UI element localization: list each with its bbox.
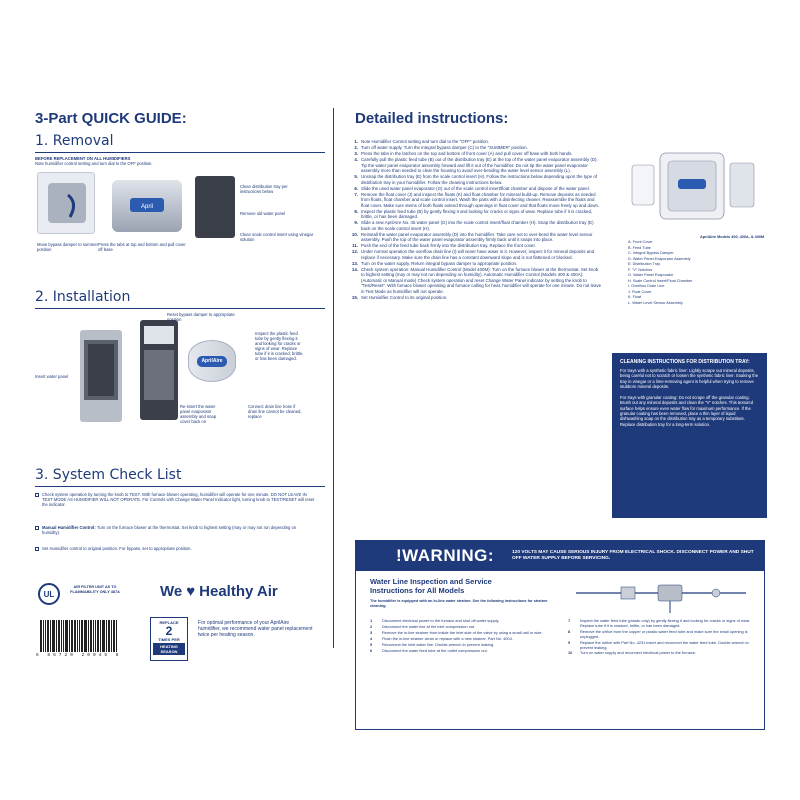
callout-clean-tray: Clean distribution tray per instructions below: [240, 184, 288, 194]
water-line-step-number: 3: [370, 629, 373, 635]
step-text: Turn on the water supply. Return integral bypass damper to appropriate position.: [361, 260, 518, 266]
part-legend-item: K. Float: [628, 295, 642, 299]
ul-text: AIR FILTER UNIT AS TO FLAMMABILITY ONLY 487A: [70, 585, 120, 594]
step-number: 10.: [351, 231, 358, 237]
part-legend-item: I. Overflow Drain Line: [628, 284, 665, 288]
water-line-step-text: Remove the orifice from the copper or plastic water feed tube and make sure the small opening is unplugged.: [580, 628, 748, 639]
step-number: 15.: [351, 294, 358, 300]
we-love-healthy-air-logo: [160, 583, 278, 600]
pad-brand-label: AprilAire: [197, 356, 227, 367]
optimal-note: For optimal performance of your AprilAire humidifier, we recommend water panel replacement twice per heating season.: [198, 620, 313, 638]
water-line-step-number: 1: [370, 618, 373, 623]
svg-text:April: April: [140, 204, 154, 210]
water-line-step-text: Turn on water supply and reconnect electrical power to the furnace.: [580, 650, 696, 656]
water-line-step-number: 4: [370, 635, 373, 641]
step-text: Carefully pull the plastic feed tube (B) out of the distribution tray (E) at the top of the water panel evaporator assembly (D). Tip the water panel evaporator assembly forward and lift it out of the humidifier. Do not tip the water panel evaporator assembly more than needed to clear the housing to avoid over-bending the water level sensor assembly (L).: [361, 157, 598, 173]
humidifier-diagram: [618, 145, 768, 230]
part-legend-item: C. Integral Bypass Damper: [628, 251, 674, 255]
step-number: 1.: [354, 139, 358, 144]
detail-step: [350, 174, 602, 185]
step-text: Under normal operation the overflow drain line (I) will never have water in it. However, inspect it for mineral deposits and replace if necessary. Make sure the drain line has a constant downward slope and is not flattened or blocked.: [361, 249, 595, 260]
water-line-step: [568, 641, 753, 651]
badge-bottom: HEATING SEASON: [153, 643, 185, 655]
checkbox-icon[interactable]: [35, 493, 39, 497]
water-line-steps-right: [568, 619, 753, 657]
water-line-step: [370, 643, 555, 648]
love-prefix: We: [160, 583, 183, 600]
callout-remove-pad: Remove old water panel: [240, 211, 286, 216]
water-line-step-text: Disconnect the water feed tube at the outlet compression nut.: [382, 647, 488, 653]
unit-interior-image: [140, 320, 178, 420]
callout-reinsert-panel: Re-insert the water panel evaporator assembly and snap cover back on: [180, 404, 217, 424]
water-line-step-number: 6: [370, 647, 373, 653]
step-text: Remove the float cover (J) and inspect the floats (K) and float chamber for mineral build-up. Remove deposits as needed from floats, float chamber and scale control insert. Wash the parts with a disinfecting cleaner. Reassemble the floats and float cover. Make sure stems of both floats extend through openings in float cover and that floats move freely up and down.: [361, 191, 600, 208]
cleaning-instructions-box: [612, 353, 767, 518]
check-item-1: [35, 492, 315, 507]
detail-title: Detailed instructions:: [355, 110, 509, 127]
step-text: Set Humidifier Control to its original position.: [361, 294, 448, 300]
water-line-step-text: Disconnect electrical power to the furnace and shut off water supply.: [382, 618, 500, 623]
detail-step: [350, 151, 602, 157]
detail-step: [350, 186, 602, 192]
water-line-step-text: Remove the in-line strainer from inside the inlet side of the valve by using a small nail or wire.: [382, 629, 543, 635]
badge-mid: TIMES PER: [158, 637, 180, 642]
check-item-2-label: Manual Humidifier Control:: [42, 525, 96, 530]
water-line-step-text: Flush the in-line strainer clean or replace with a new strainer, Part No. 4004.: [382, 635, 513, 641]
step-number: 7.: [354, 191, 358, 197]
part-legend-item: B. Feed Tube: [628, 245, 651, 250]
water-line-step: [370, 649, 555, 654]
water-line-step-text: Inspect the water feed tube (plastic only) by gently flexing it and looking for cracks or signs of wear. Replace tube if it is cracked, brittle, or has been damaged.: [580, 618, 751, 628]
water-line-step: [370, 631, 555, 636]
water-line-step-text: Replace the orifice with Part No. 4231 insert and reconnect the water feed tube. Double-wrench to prevent leaking.: [580, 639, 749, 650]
badge-top: REPLACE: [159, 620, 179, 625]
water-line-step: [370, 637, 555, 642]
step-number: 2.: [354, 145, 358, 150]
barcode: [40, 612, 138, 652]
water-line-step-number: 8: [568, 628, 571, 634]
water-line-step-number: 9: [568, 639, 571, 645]
step-text: Inspect the plastic feed tube (B) by gently flexing it and looking for cracks or signs of wear. Replace tube if it is cracked, brittle, or has been damaged.: [361, 208, 593, 219]
callout-clean-insert: Clean scale control insert using vinegar solution: [240, 232, 314, 242]
detailed-steps: [350, 139, 602, 301]
step-text: Note Humidifier Control setting and turn dial to the "OFF" position.: [361, 139, 490, 144]
check-item-2: [35, 525, 315, 535]
callout-reset-damper: Reset bypass damper to appropriate position: [167, 312, 235, 322]
ul-logo: UL: [38, 583, 60, 605]
detail-step: [350, 145, 602, 151]
water-line-step-number: 7: [568, 618, 571, 623]
diagram-caption: AprilAire Models 400, 400A, & 400M: [700, 235, 765, 239]
water-line-step: [568, 619, 753, 629]
step-number: 13.: [351, 260, 358, 266]
system-check-rule: [35, 486, 325, 487]
humidifier-cover-image: [112, 180, 182, 232]
guide-title: 3-Part QUICK GUIDE:: [35, 110, 187, 127]
replace-badge: [150, 617, 188, 661]
checkbox-icon[interactable]: [35, 526, 39, 530]
bypass-damper-image: [37, 172, 95, 234]
checkbox-icon[interactable]: [35, 547, 39, 551]
part-legend-item: G. Water Panel Evaporator: [628, 273, 674, 277]
water-line-diagram: [566, 575, 756, 617]
step-text: Slide a new AprilAire No. 45 water panel (G) into the scale control insert/float chamber (H). Snap the distribution tray (E) back on the scale control insert (H).: [361, 220, 594, 231]
detail-step: [350, 192, 602, 209]
water-line-intro: The humidifier is equipped with an in-line water strainer. See the following instructions for strainer cleaning.: [370, 599, 548, 608]
installation-rule: [35, 308, 325, 309]
step-text: Check system operation: Manual Humidifier Control (Model 400M): Turn on the furnace blower at the thermostat. Set knob to highest setting (may or may not run depending on humidity). Automatic Humidifier Control (Models 400 & 400A): (Automatic or Manual mode) Check system operation and reset Change Water Panel indicator by setting the knob to "Test/Reset". With furnace blower operating and furnace calling for heat, humidifier will operate for one minute. Do not leave in Test Mode as humidifier will not operate.: [361, 266, 602, 294]
step-text: Press the tabs in the latches on the top and bottom of front cover (A) and pull cover off base with both hands.: [361, 151, 573, 156]
step-text: Turn off water supply. Turn the integral bypass damper (C) to the "SUMMER" position.: [361, 145, 528, 150]
check-item-3: [35, 546, 315, 551]
warning-bar: [356, 541, 764, 571]
caption-press-tabs: Press the tabs at top and bottom and pull cover off base: [98, 242, 186, 252]
step-number: 3.: [354, 151, 358, 156]
check-item-2-text: Turn on the furnace blower at the thermostat. Set knob to highest setting (may or may not run depending on humidity).: [42, 525, 297, 535]
love-suffix: Healthy Air: [199, 583, 278, 600]
check-item-1-text: Check system operation by turning the knob to TEST. With furnace blower operating, humidifier will operate for one minute. DO NOT LEAVE IN TEST MODE AS HUMIDIFIER WILL NOT OPERATE. For Controls with Change Water Panel Indicator light, turning knob to TEST/RESET will reset the indicator.: [42, 492, 315, 507]
system-check-heading: 3. System Check List: [35, 467, 182, 483]
water-panel-image: [188, 340, 236, 382]
heart-icon: ♥: [186, 583, 196, 600]
parts-legend: [628, 240, 692, 306]
step-text: Reinstall the water panel evaporator assembly (D) into the humidifier. Take care not to over-bend the water level sensor assembly. Push the top of the water panel evaporator assembly firmly back until it snaps into place.: [361, 231, 593, 242]
water-line-step: [568, 630, 753, 640]
step-number: 5.: [354, 174, 358, 179]
detail-step: [350, 209, 602, 220]
caption-bypass: Move bypass damper to summer position: [37, 242, 98, 252]
detail-step: [350, 157, 602, 174]
water-line-title: Water Line Inspection and Service Instructions for All Models: [370, 577, 492, 595]
step-text: Slide the used water panel evaporator (G) out of the scale control insert/float chamber and dispose of the water panel.: [361, 185, 590, 191]
before-title: BEFORE REPLACEMENT ON ALL HUMIDIFIERS: [35, 156, 131, 161]
unit-open-image: [80, 330, 122, 422]
before-note: Note humidifier control setting and turn dial to the OFF position.: [35, 161, 153, 166]
step-number: 6.: [354, 185, 358, 191]
step-number: 8.: [354, 208, 358, 214]
detail-step: [350, 295, 602, 301]
badge-number: 2: [165, 624, 173, 638]
part-legend-item: L. Water Level Sensor Assembly: [628, 300, 683, 305]
installation-heading: 2. Installation: [35, 289, 131, 305]
step-text: Unsnap the distribution tray (E) from the scale control insert (H). Follow the instructions below depending upon the type of distribution tray in your humidifier. Follow the cleaning instructions below.: [361, 174, 597, 185]
step-number: 11.: [352, 243, 358, 248]
water-line-step: [568, 651, 753, 656]
cleaning-title: CLEANING INSTRUCTIONS FOR DISTRIBUTION TRAY:: [620, 359, 750, 365]
detail-step: [350, 267, 602, 295]
warning-panel: [355, 540, 765, 730]
check-item-3-text: Set Humidifier control to original position. For bypass, set to appropriate position.: [42, 546, 192, 551]
step-number: 12.: [351, 249, 358, 254]
column-divider: [333, 108, 334, 648]
barcode-digits: 6 86720 20045 8: [36, 653, 122, 658]
detail-step: [350, 232, 602, 243]
part-legend-item: D. Water Panel Evaporator Assembly: [628, 256, 691, 261]
warning-text: 120 VOLTS MAY CAUSE SERIOUS INJURY FROM ELECTRICAL SHOCK. DISCONNECT POWER AND SHUT OFF WATER SUPPLY BEFORE SERVICING.: [511, 550, 754, 561]
removal-rule: [35, 152, 325, 153]
detail-step: [350, 139, 602, 145]
detail-step: [350, 243, 602, 249]
callout-insert-panel: Insert water panel: [35, 374, 69, 379]
removal-heading: 1. Removal: [35, 133, 114, 149]
detail-step: [350, 220, 602, 231]
detail-step: [350, 249, 602, 260]
callout-inspect-tube: Inspect the plastic feed tube by gently flexing it and looking for cracks or signs of wear. Replace tube if it is cracked, brittle, or has been damaged.: [255, 331, 304, 361]
water-line-step-number: 10: [568, 650, 573, 656]
scale-insert-image: [195, 176, 235, 238]
step-number: 9.: [354, 220, 358, 225]
hand-icon: [38, 173, 96, 235]
part-legend-item: J. Float Cover: [628, 289, 652, 294]
water-line-steps-left: [370, 619, 555, 654]
detail-step: [350, 261, 602, 267]
step-text: Push the end of the feed tube back firmly into the distribution tray. Replace the front cover.: [361, 243, 536, 248]
cleaning-p2: For trays with granular coating: Do not scrape off the granular coating. Brush out any mineral deposits and clean the "V" notches. This textured surface helps ensure even water flow for maximum performance. If the granular coating has been removed, place a thin layer of liquid dishwashing soap on the distribution tray as a temporary substitute. Replace distribution tray for a long-term solution.: [620, 395, 754, 427]
part-legend-item: A. Front Cover: [628, 240, 653, 244]
part-legend-item: E. Distribution Tray: [628, 262, 661, 266]
water-line-step-text: Disconnect the water line at the inlet compression nut.: [382, 623, 476, 629]
step-number: 4.: [354, 157, 358, 162]
water-line-step-number: 2: [370, 623, 373, 629]
water-line-step-text: Reconnect the inlet water line. Double-wrench to prevent leaking.: [382, 641, 495, 647]
part-legend-item: H. Scale Control Insert/Float Chamber: [628, 278, 693, 283]
warning-word: !WARNING:: [396, 546, 494, 565]
part-legend-item: F. "V" Notches: [628, 267, 653, 272]
water-line-step-number: 5: [370, 641, 373, 647]
callout-drain-line: Connect drain line hose if drain line cannot be cleaned, replace: [248, 404, 302, 419]
cleaning-p1: For trays with a synthetic fabric liner: Lightly scrape out mineral deposits, being careful not to scratch or loosen the synthetic fabric liner. Soaking the tray in vinegar or a lime-removing agent is helpful when trying to remove stubborn mineral deposits.: [620, 368, 759, 389]
step-number: 14.: [351, 266, 358, 272]
